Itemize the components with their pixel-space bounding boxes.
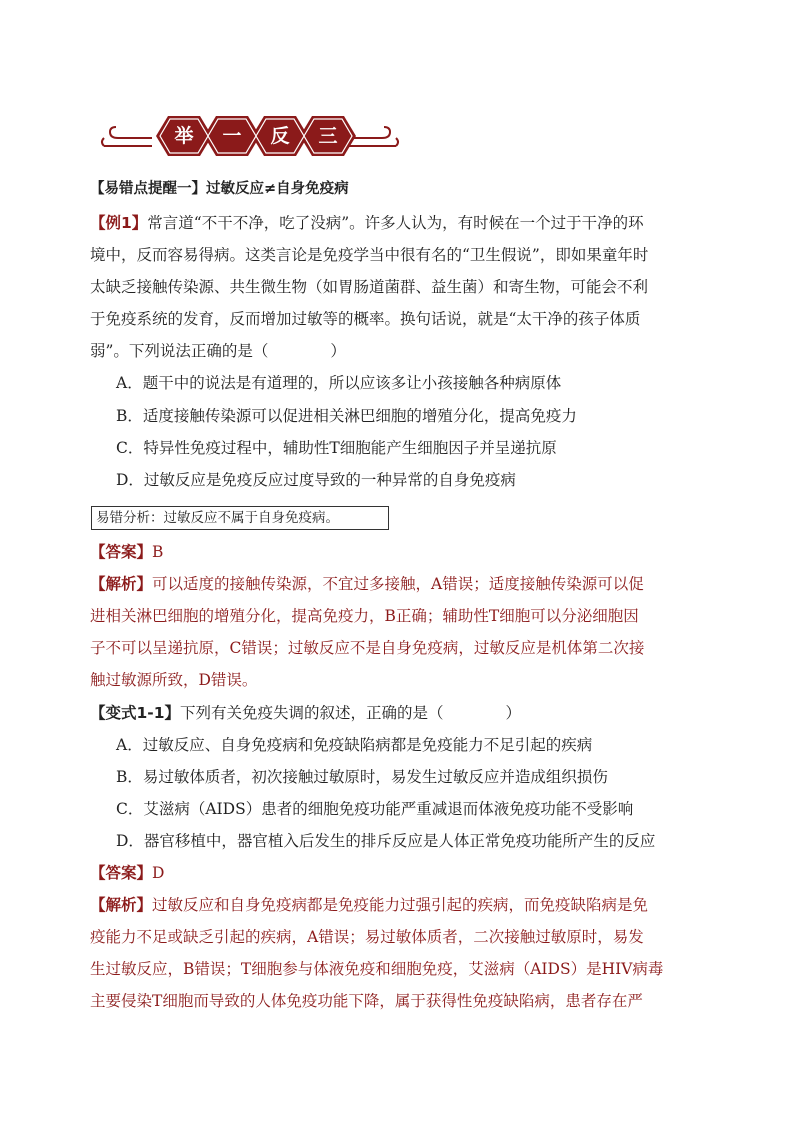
variant1-analysis-1 bbox=[90, 894, 648, 916]
example1-analysis-1 bbox=[90, 573, 644, 595]
answer-tag: 【答案】 bbox=[90, 543, 153, 561]
variant1-option-b: B．易过敏体质者，初次接触过敏原时，易发生过敏反应并造成组织损伤 bbox=[116, 768, 608, 786]
example1-option-d: D．过敏反应是免疫反应过度导致的一种异常的自身免疫病 bbox=[116, 471, 516, 489]
banner-char-2: 一 bbox=[222, 125, 242, 147]
variant1-answer-tag: 【答案】 bbox=[90, 864, 153, 882]
example1-stem-1: 常言道“不干不净，吃了没病”。许多人认为，有时候在一个过于干净的环 bbox=[147, 214, 644, 232]
variant1-analysis-4: 主要侵染T细胞而导致的人体免疫功能下降，属于获得性免疫缺陷病，患者存在严 bbox=[90, 992, 643, 1010]
variant1-stem-text: 下列有关免疫失调的叙述，正确的是（ ） bbox=[180, 704, 522, 722]
example1-answer bbox=[90, 541, 163, 563]
variant1-analysis-2: 疫能力不足或缺乏引起的疾病，A错误；易过敏体质者，二次接触过敏原时，易发 bbox=[90, 928, 644, 946]
variant1-option-c: C．艾滋病（AIDS）患者的细胞免疫功能严重减退而体液免疫功能不受影响 bbox=[116, 800, 634, 818]
example1-analysis-2: 进相关淋巴细胞的增殖分化，提高免疫力，B正确；辅助性T细胞可以分泌细胞因 bbox=[90, 607, 639, 625]
variant1-answer-value: D bbox=[152, 864, 165, 882]
analysis-tag: 【解析】 bbox=[90, 575, 153, 593]
example1-stem-5: 弱”。下列说法正确的是（ ） bbox=[90, 342, 346, 360]
variant1-option-a: A．过敏反应、自身免疫病和免疫缺陷病都是免疫能力不足引起的疾病 bbox=[116, 736, 593, 754]
example1-tag: 【例1】 bbox=[90, 214, 148, 232]
variant1-option-d: D．器官移植中，器官植入后发生的排斥反应是人体正常免疫功能所产生的反应 bbox=[116, 832, 656, 850]
variant1-answer bbox=[90, 862, 164, 884]
answer-value: B bbox=[152, 543, 164, 561]
variant1-analysis-3: 生过敏反应，B错误；T细胞参与体液免疫和细胞免疫，艾滋病（AIDS）是HIV病毒 bbox=[90, 960, 664, 978]
example1-option-a: A．题干中的说法是有道理的，所以应该多让小孩接触各种病原体 bbox=[116, 374, 562, 392]
example1-option-c: C．特异性免疫过程中，辅助性T细胞能产生细胞因子并呈递抗原 bbox=[116, 439, 557, 457]
tip-heading: 【易错点提醒一】过敏反应≠自身免疫病 bbox=[90, 181, 349, 197]
banner-char-3: 反 bbox=[270, 125, 290, 147]
example1-line-1 bbox=[90, 212, 644, 234]
example1-stem-3: 太缺乏接触传染源、共生微生物（如胃肠道菌群、益生菌）和寄生物，可能会不利 bbox=[90, 278, 649, 296]
example1-analysis-3: 子不可以呈递抗原，C错误；过敏反应不是自身免疫病，过敏反应是机体第二次接 bbox=[90, 639, 645, 657]
example1-option-b: B．适度接触传染源可以促进相关淋巴细胞的增殖分化，提高免疫力 bbox=[116, 407, 577, 425]
variant1-analysis-text-1: 过敏反应和自身免疫病都是免疫能力过强引起的疾病，而免疫缺陷病是免 bbox=[152, 896, 649, 914]
error-analysis-box: 易错分析：过敏反应不属于自身免疫病。 bbox=[91, 506, 389, 530]
variant1-tag: 【变式1-1】 bbox=[90, 704, 181, 722]
example1-stem-2: 境中，反而容易得病。这类言论是免疫学当中很有名的“卫生假说”，即如果童年时 bbox=[90, 246, 649, 264]
banner-char-4: 三 bbox=[318, 125, 338, 147]
example1-analysis-4: 触过敏源所致，D错误。 bbox=[90, 671, 258, 689]
example1-stem-4: 于免疫系统的发育，反而增加过敏等的概率。换句话说，就是“太干净的孩子体质 bbox=[90, 310, 641, 328]
analysis-text-1: 可以适度的接触传染源，不宜过多接触，A错误；适度接触传染源可以促 bbox=[152, 575, 644, 593]
variant1-stem bbox=[90, 702, 521, 724]
banner-char-1: 举 bbox=[174, 125, 194, 147]
section-banner bbox=[100, 108, 400, 164]
variant1-analysis-tag: 【解析】 bbox=[90, 896, 153, 914]
